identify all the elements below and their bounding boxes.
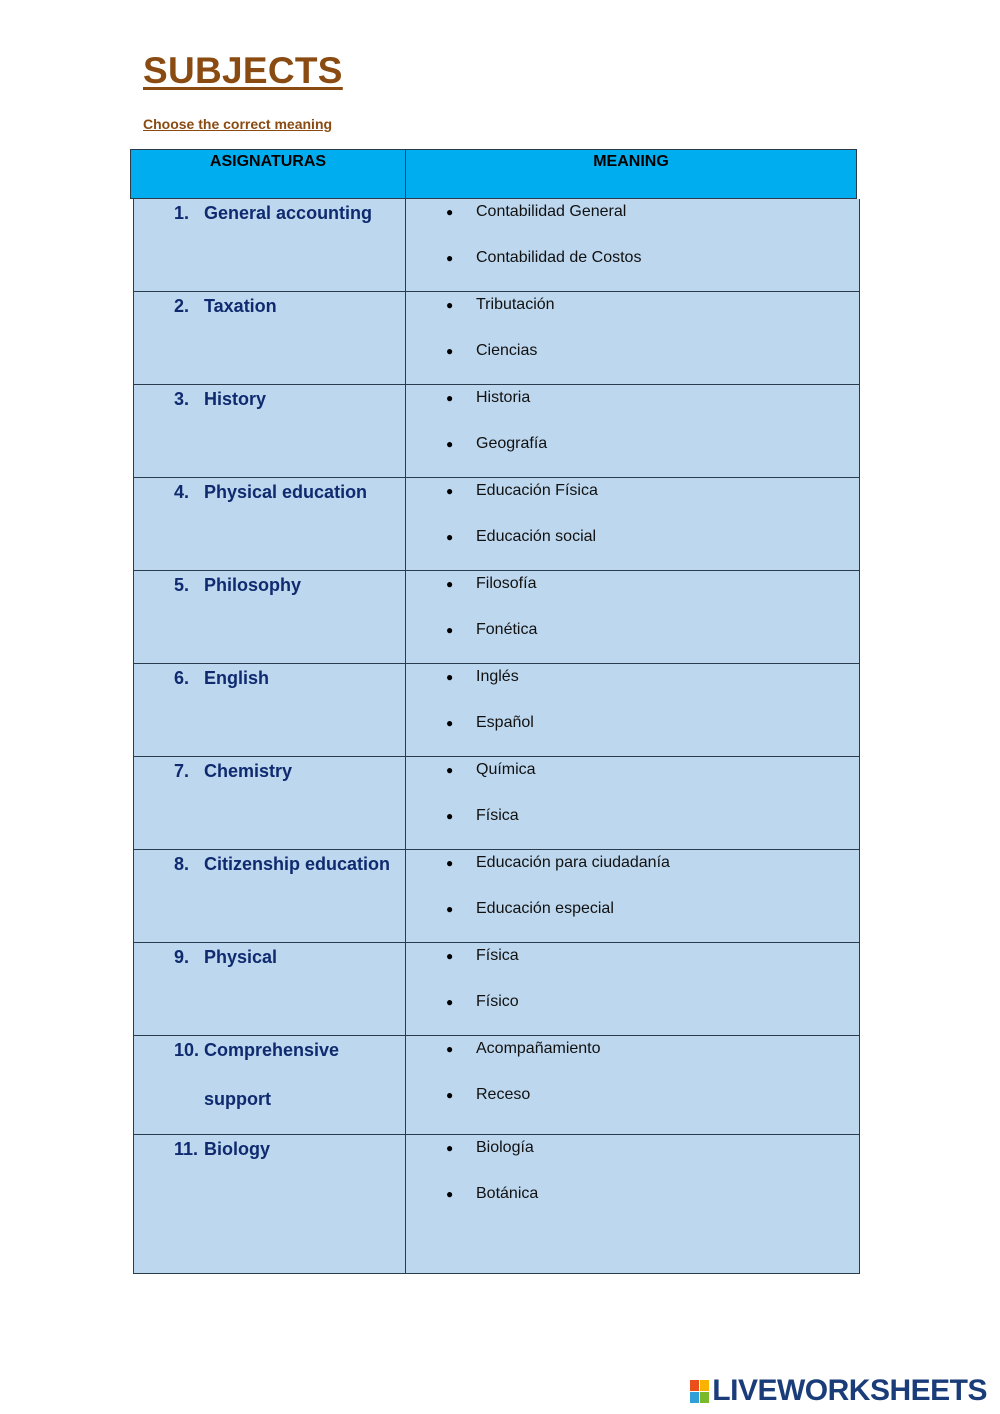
bullet-icon: ●: [446, 856, 454, 870]
bullet-icon: ●: [446, 1187, 454, 1201]
meaning-cell: [406, 943, 859, 1035]
meaning-cell: [406, 199, 859, 291]
meaning-option[interactable]: [446, 713, 859, 733]
option-text: Ciencias: [476, 342, 538, 359]
option-text: Contabilidad de Costos: [476, 249, 642, 266]
subject-name: Physical: [204, 947, 278, 967]
subject-cell: [134, 850, 406, 942]
meaning-cell: [406, 571, 859, 663]
table-row: [134, 478, 859, 571]
liveworksheets-logo: [690, 1374, 987, 1408]
meaning-option[interactable]: [446, 574, 859, 594]
option-text: Física: [476, 947, 519, 964]
meaning-option[interactable]: [446, 946, 859, 966]
row-number: 1.: [174, 203, 190, 223]
bullet-icon: ●: [446, 484, 454, 498]
table-row: [134, 1036, 859, 1135]
table-row: [134, 385, 859, 478]
option-text: Geografía: [476, 435, 548, 452]
bullet-icon: ●: [446, 1141, 454, 1155]
liveworksheets-mark-icon: [690, 1380, 709, 1403]
option-text: Receso: [476, 1086, 531, 1103]
meaning-option[interactable]: [446, 1039, 859, 1059]
option-text: Historia: [476, 389, 531, 406]
meaning-option[interactable]: [446, 620, 859, 640]
row-number: 9.: [174, 947, 190, 967]
option-text: Educación social: [476, 528, 597, 545]
bullet-icon: ●: [446, 344, 454, 358]
subject-cell: [134, 664, 406, 756]
logo-text: LIVEWORKSHEETS: [712, 1374, 987, 1407]
bullet-icon: ●: [446, 1088, 454, 1102]
option-text: Acompañamiento: [476, 1040, 601, 1057]
subject-name: General accounting: [204, 203, 373, 223]
mark-square: [700, 1392, 709, 1403]
subjects-table: [133, 199, 860, 1274]
meaning-option[interactable]: [446, 667, 859, 687]
meaning-option[interactable]: [446, 481, 859, 501]
subject-cell: [134, 757, 406, 849]
subject-name: Physical education: [204, 482, 368, 502]
row-number: 11.: [174, 1139, 199, 1159]
option-text: Tributación: [476, 296, 555, 313]
meaning-cell: [406, 664, 859, 756]
table-row: [134, 664, 859, 757]
mark-square: [690, 1380, 699, 1391]
meaning-option[interactable]: [446, 295, 859, 315]
meaning-option[interactable]: [446, 760, 859, 780]
bullet-icon: ●: [446, 530, 454, 544]
bullet-icon: ●: [446, 809, 454, 823]
meaning-option[interactable]: [446, 527, 859, 547]
option-text: Física: [476, 807, 519, 824]
bullet-icon: ●: [446, 902, 454, 916]
meaning-option[interactable]: [446, 434, 859, 454]
row-number: 7.: [174, 761, 190, 781]
row-number: 6.: [174, 668, 190, 688]
table-row: [134, 850, 859, 943]
subject-cell: [134, 943, 406, 1035]
bullet-icon: ●: [446, 949, 454, 963]
bullet-icon: ●: [446, 437, 454, 451]
meaning-option[interactable]: [446, 248, 859, 268]
subject-name: Citizenship education: [204, 854, 391, 874]
bullet-icon: ●: [446, 763, 454, 777]
subject-cell: [134, 571, 406, 663]
subject-name: Chemistry: [204, 761, 293, 781]
table-row: [134, 292, 859, 385]
row-number: 5.: [174, 575, 190, 595]
page-title: SUBJECTS: [143, 50, 343, 91]
option-text: Fonética: [476, 621, 538, 638]
mark-square: [690, 1392, 699, 1403]
table-row: [134, 757, 859, 850]
meaning-cell: [406, 478, 859, 570]
option-text: Biología: [476, 1139, 534, 1156]
subject-name: Taxation: [204, 296, 277, 316]
meaning-option[interactable]: [446, 388, 859, 408]
meaning-cell: [406, 757, 859, 849]
subject-cell: [134, 385, 406, 477]
option-text: Educación para ciudadanía: [476, 854, 670, 871]
option-text: Filosofía: [476, 575, 537, 592]
option-text: Educación Física: [476, 482, 598, 499]
option-text: Química: [476, 761, 536, 778]
table-row: [134, 571, 859, 664]
header-meaning: MEANING: [593, 153, 669, 170]
table-header: [130, 149, 857, 199]
subject-cell: [134, 199, 406, 291]
table-row: [134, 943, 859, 1036]
option-text: Educación especial: [476, 900, 614, 917]
bullet-icon: ●: [446, 298, 454, 312]
bullet-icon: ●: [446, 251, 454, 265]
row-number: 8.: [174, 854, 190, 874]
option-text: Contabilidad General: [476, 203, 627, 220]
subject-name-line1: Comprehensive: [204, 1040, 340, 1060]
subject-cell: [134, 292, 406, 384]
row-number: 3.: [174, 389, 190, 409]
subject-name: Biology: [204, 1139, 270, 1159]
subject-cell: [134, 478, 406, 570]
bullet-icon: ●: [446, 391, 454, 405]
bullet-icon: ●: [446, 205, 454, 219]
meaning-option[interactable]: [446, 341, 859, 361]
bullet-icon: ●: [446, 716, 454, 730]
meaning-option[interactable]: [446, 899, 859, 919]
meaning-option[interactable]: [446, 202, 859, 222]
bullet-icon: ●: [446, 995, 454, 1009]
meaning-option[interactable]: [446, 1085, 859, 1105]
bullet-icon: ●: [446, 1042, 454, 1056]
subject-name: Philosophy: [204, 575, 302, 595]
meaning-cell: [406, 1036, 859, 1134]
meaning-cell: [406, 292, 859, 384]
table-row: [134, 1135, 859, 1273]
instruction-text: Choose the correct meaning: [143, 116, 333, 132]
meaning-option[interactable]: [446, 806, 859, 826]
subject-name: English: [204, 668, 270, 688]
row-number: 2.: [174, 296, 190, 316]
meaning-cell: [406, 385, 859, 477]
meaning-option[interactable]: [446, 992, 859, 1012]
option-text: Físico: [476, 993, 519, 1010]
subject-name: History: [204, 389, 267, 409]
subject-name-line2: support: [204, 1089, 271, 1109]
subject-name: [204, 1039, 405, 1134]
meaning-option[interactable]: [446, 1184, 859, 1204]
row-number: 4.: [174, 482, 190, 502]
meaning-option[interactable]: [446, 1138, 859, 1158]
bullet-icon: ●: [446, 577, 454, 591]
mark-square: [700, 1380, 709, 1391]
row-number: 10.: [174, 1040, 200, 1060]
bullet-icon: ●: [446, 623, 454, 637]
subject-cell: [134, 1135, 406, 1273]
option-text: Español: [476, 714, 534, 731]
meaning-cell: [406, 1135, 859, 1273]
subject-cell: [134, 1036, 406, 1134]
option-text: Botánica: [476, 1185, 539, 1202]
option-text: Inglés: [476, 668, 519, 685]
meaning-option[interactable]: [446, 853, 859, 873]
bullet-icon: ●: [446, 670, 454, 684]
meaning-cell: [406, 850, 859, 942]
table-row: [134, 199, 859, 292]
header-asignaturas: ASIGNATURAS: [131, 150, 406, 198]
